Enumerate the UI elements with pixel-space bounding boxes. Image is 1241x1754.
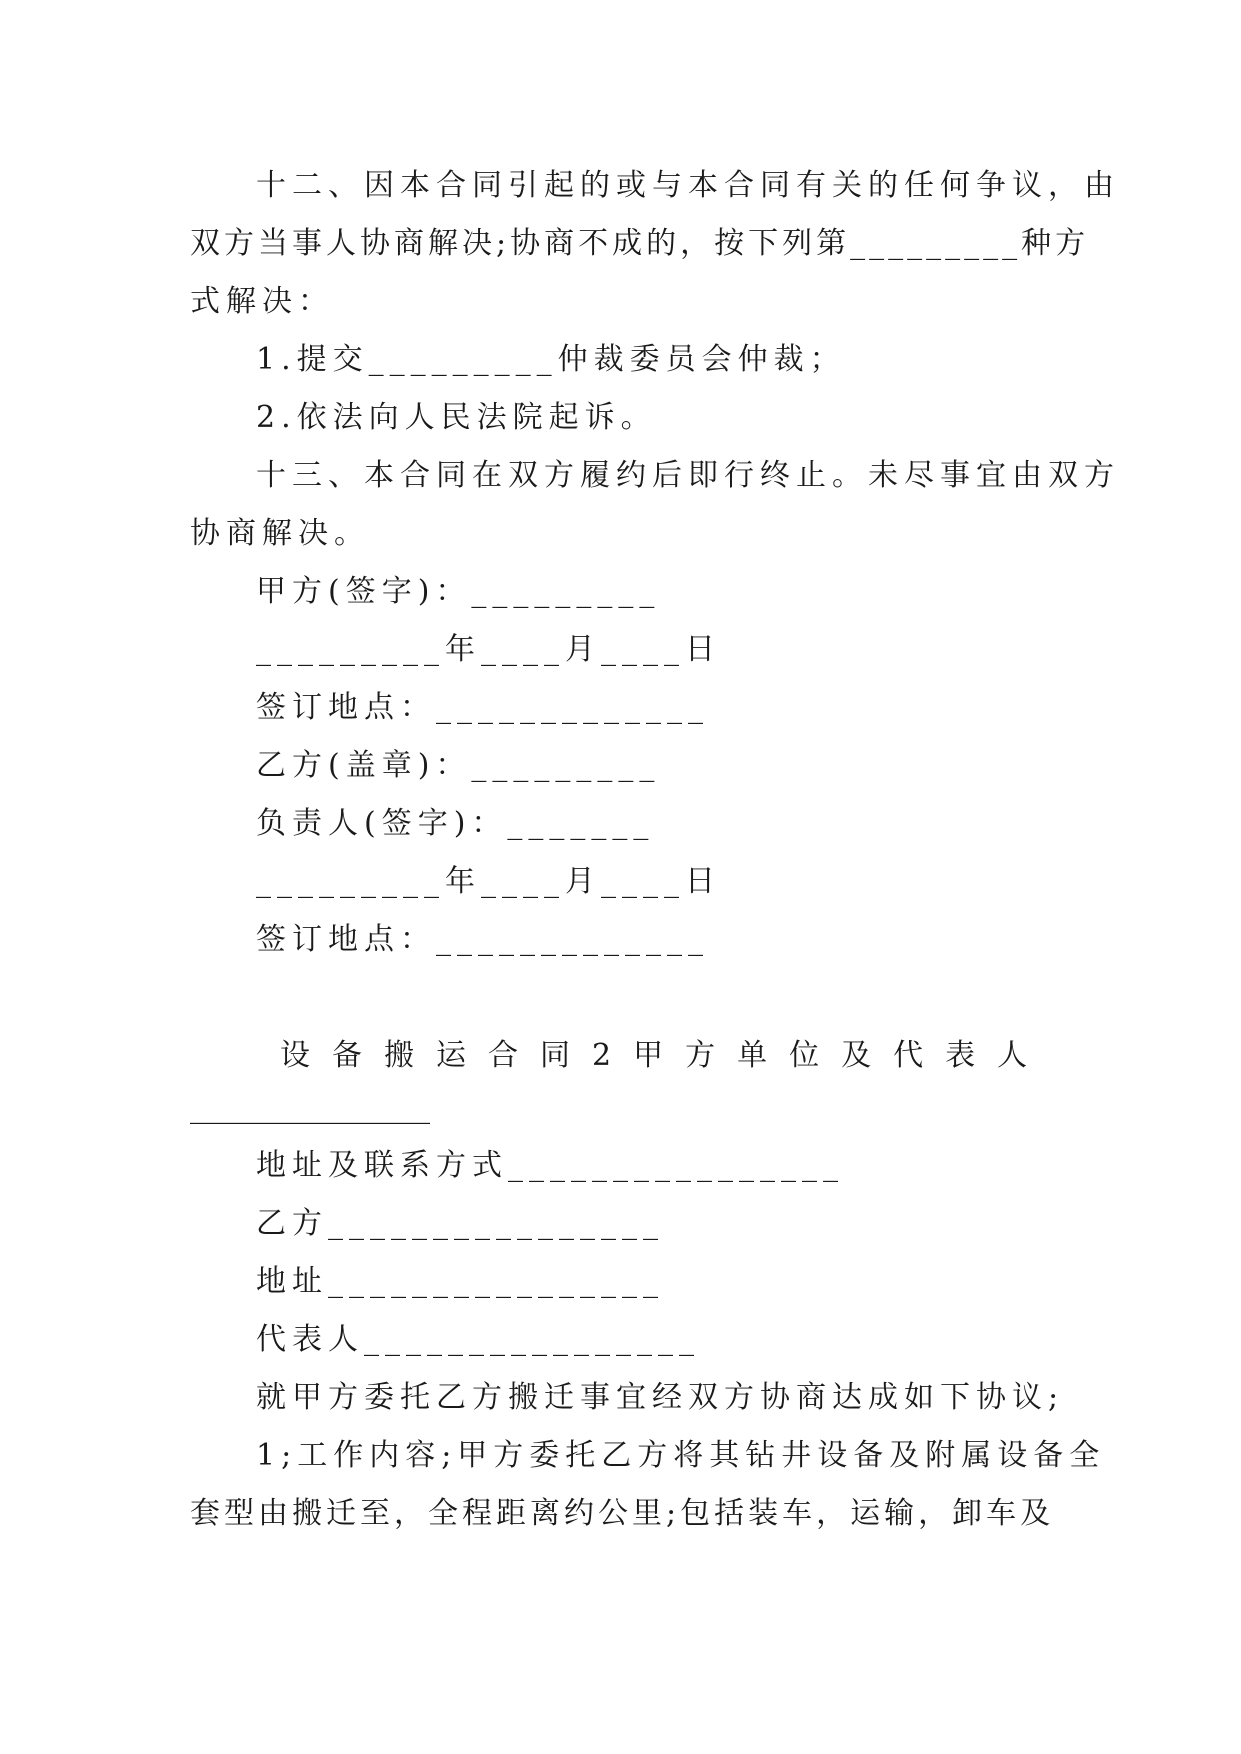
section12-line3: 式解决： <box>190 284 334 319</box>
representative-line: 代表人________________ <box>256 1322 700 1357</box>
party-a-blank: ________________ <box>190 1090 430 1125</box>
party-a-signature: 甲方(签字)：_________ <box>256 574 661 609</box>
item1-line1: 1;工作内容;甲方委托乙方将其钻井设备及附属设备全 <box>256 1438 1106 1473</box>
date-line-2: _________年____月____日 <box>256 864 721 899</box>
party-b-line: 乙方________________ <box>256 1206 664 1241</box>
section12-line2: 双方当事人协商解决;协商不成的，按下列第_________种方 <box>190 226 1090 261</box>
section13-line2: 协商解决。 <box>190 516 370 551</box>
signing-place-1: 签订地点：_____________ <box>256 690 709 725</box>
contract2-title: 设备搬运合同2 <box>280 1038 634 1073</box>
address-contact: 地址及联系方式________________ <box>256 1148 844 1183</box>
party-a-label: 甲方单位及代表人 <box>633 1038 1050 1073</box>
contract2-header <box>280 1036 1050 1076</box>
signing-place-2: 签订地点：_____________ <box>256 922 709 957</box>
date-line-1: _________年____月____日 <box>256 632 721 667</box>
section12-option1: 1.提交_________仲裁委员会仲裁； <box>256 342 846 377</box>
section12-line1: 十二、因本合同引起的或与本合同有关的任何争议，由 <box>256 168 1120 203</box>
section12-option2: 2.依法向人民法院起诉。 <box>256 400 657 435</box>
party-b-seal: 乙方(盖章)：_________ <box>256 748 661 783</box>
section13-line1: 十三、本合同在双方履约后即行终止。未尽事宜由双方 <box>256 458 1120 493</box>
address-line: 地址________________ <box>256 1264 664 1299</box>
responsible-signature: 负责人(签字)：_______ <box>256 806 655 841</box>
item1-line2: 套型由搬迁至，全程距离约公里;包括装车，运输，卸车及 <box>190 1496 1055 1531</box>
agreement-intro: 就甲方委托乙方搬迁事宜经双方协商达成如下协议; <box>256 1380 1065 1415</box>
